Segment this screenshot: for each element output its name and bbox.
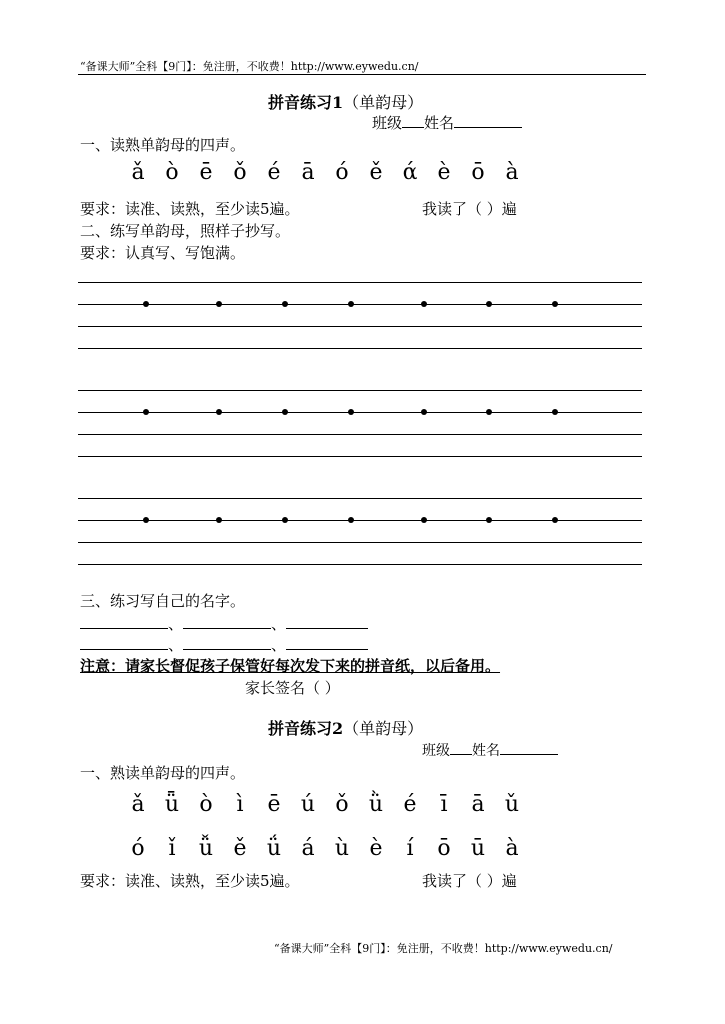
pinyin-syllable-1: ǎ — [131, 792, 145, 817]
pinyin-syllable-7: ǒ — [335, 792, 349, 817]
name-practice-row-1 — [80, 613, 368, 634]
pinyin-syllable-5: ē — [267, 792, 281, 817]
pinyin-syllable-2: ò — [165, 160, 179, 185]
exercise2-title-sub: （单韵母） — [343, 719, 424, 738]
name-blank-2[interactable] — [183, 628, 271, 629]
exercise2-title-main: 拼音练习2 — [268, 719, 344, 738]
guide-dot — [552, 301, 558, 307]
exercise1-section1-heading: 一、读熟单韵母的四声。 — [80, 136, 246, 154]
guide-dot — [143, 301, 149, 307]
guide-dot — [216, 517, 222, 523]
exercise1-requirement1: 要求：读准、读熟，至少读5遍。 — [80, 200, 300, 218]
guide-dot — [282, 409, 288, 415]
name-blank-1[interactable] — [80, 628, 168, 629]
pinyin-syllable-9: í — [406, 836, 414, 861]
grid-line — [78, 282, 642, 283]
pinyin-syllable-11: ā — [471, 792, 485, 817]
pinyin-syllable-8: è — [369, 836, 383, 861]
parent-note: 注意：请家长督促孩子保管好每次发下来的拼音纸，以后备用。 — [80, 657, 501, 675]
name-practice-row-2 — [80, 634, 368, 655]
name-blank[interactable] — [500, 754, 558, 755]
grid-line — [78, 456, 642, 457]
header-rule — [78, 74, 646, 75]
pinyin-syllable-8: ǜ — [368, 792, 384, 817]
exercise1-title-main: 拼音练习1 — [268, 93, 344, 112]
pinyin-syllable-3: ē — [199, 160, 213, 185]
pinyin-syllable-6: ā — [301, 160, 315, 185]
pinyin-syllable-1: ó — [131, 836, 145, 861]
name-label: 姓名 — [472, 743, 500, 759]
exercise1-requirement2: 要求：认真写、写饱满。 — [80, 244, 246, 262]
guide-dot — [143, 409, 149, 415]
grid-line — [78, 348, 642, 349]
name-blank-6[interactable] — [286, 649, 368, 650]
pinyin-syllable-8: ě — [369, 160, 383, 185]
pinyin-syllable-2: ǐ — [168, 836, 176, 861]
pinyin-syllable-3: ǚ — [198, 836, 214, 861]
grid-line — [78, 390, 642, 391]
exercise1-class-name — [372, 112, 522, 133]
exercise2-pinyin-row-2 — [121, 836, 529, 861]
guide-dot — [282, 301, 288, 307]
grid-line — [78, 326, 642, 327]
guide-dot — [348, 409, 354, 415]
pinyin-syllable-10: ī — [440, 792, 448, 817]
parent-signature: 家长签名（ ） — [245, 679, 340, 697]
guide-dot — [421, 517, 427, 523]
pinyin-syllable-7: ù — [334, 836, 350, 861]
pinyin-syllable-12: à — [505, 836, 519, 861]
guide-dot — [421, 409, 427, 415]
pinyin-syllable-5: é — [267, 160, 281, 185]
separator: 、 — [271, 615, 287, 633]
name-blank-4[interactable] — [80, 649, 168, 650]
exercise1-section3-heading: 三、练习写自己的名字。 — [80, 592, 246, 610]
pinyin-syllable-3: ò — [199, 792, 213, 817]
pinyin-syllable-10: ō — [437, 836, 451, 861]
exercise2-requirement1: 要求：读准、读熟，至少读5遍。 — [80, 872, 300, 890]
name-blank-3[interactable] — [286, 628, 368, 629]
exercise2-section1-heading: 一、熟读单韵母的四声。 — [80, 764, 246, 782]
pinyin-syllable-6: á — [301, 836, 315, 861]
page-header: “备课大师”全科【9门】：免注册，不收费！http://www.eywedu.cn/ — [80, 60, 419, 73]
grid-line — [78, 564, 642, 565]
exercise2-read-count: 我读了（ ）遍 — [422, 872, 517, 890]
guide-dot — [421, 301, 427, 307]
exercise1-title — [268, 90, 423, 113]
guide-dot — [348, 517, 354, 523]
pinyin-syllable-11: ū — [470, 836, 486, 861]
guide-dot — [486, 517, 492, 523]
pinyin-syllable-12: ǔ — [504, 792, 520, 817]
guide-dot — [486, 301, 492, 307]
separator: 、 — [168, 636, 184, 654]
pinyin-syllable-4: ě — [233, 836, 247, 861]
guide-dot — [552, 409, 558, 415]
exercise2-pinyin-row-1 — [121, 792, 529, 817]
exercise1-section2-heading: 二、练写单韵母，照样子抄写。 — [80, 222, 291, 240]
exercise1-pinyin-row — [121, 160, 529, 185]
guide-dot — [216, 301, 222, 307]
guide-dot — [486, 409, 492, 415]
name-blank-5[interactable] — [183, 649, 271, 650]
pinyin-syllable-12: à — [505, 160, 519, 185]
pinyin-syllable-9: é — [403, 792, 417, 817]
pinyin-syllable-1: ǎ — [131, 160, 145, 185]
page-footer: “备课大师”全科【9门】：免注册，不收费！http://www.eywedu.cn/ — [274, 942, 613, 955]
grid-line — [78, 498, 642, 499]
pinyin-syllable-2: ǖ — [164, 792, 180, 817]
pinyin-syllable-5: ǘ — [266, 836, 282, 861]
class-label: 班级 — [372, 114, 403, 132]
guide-dot — [216, 409, 222, 415]
exercise1-title-sub: （单韵母） — [343, 93, 424, 112]
pinyin-syllable-10: è — [437, 160, 451, 185]
pinyin-syllable-9: ά — [402, 160, 418, 185]
guide-dot — [552, 517, 558, 523]
exercise2-title — [268, 716, 423, 739]
grid-line — [78, 542, 642, 543]
exercise2-class-name — [422, 740, 558, 760]
name-label: 姓名 — [424, 114, 455, 132]
class-blank[interactable] — [450, 754, 472, 755]
separator: 、 — [168, 615, 184, 633]
guide-dot — [143, 517, 149, 523]
pinyin-syllable-7: ó — [335, 160, 349, 185]
pinyin-syllable-4: ì — [236, 792, 244, 817]
class-label: 班级 — [422, 743, 450, 759]
guide-dot — [282, 517, 288, 523]
pinyin-syllable-6: ú — [300, 792, 316, 817]
pinyin-syllable-4: ǒ — [233, 160, 247, 185]
guide-dot — [348, 301, 354, 307]
exercise1-read-count: 我读了（ ）遍 — [422, 200, 517, 218]
pinyin-syllable-11: ō — [471, 160, 485, 185]
name-blank[interactable] — [454, 127, 522, 128]
grid-line — [78, 434, 642, 435]
class-blank[interactable] — [402, 127, 424, 128]
separator: 、 — [271, 636, 287, 654]
